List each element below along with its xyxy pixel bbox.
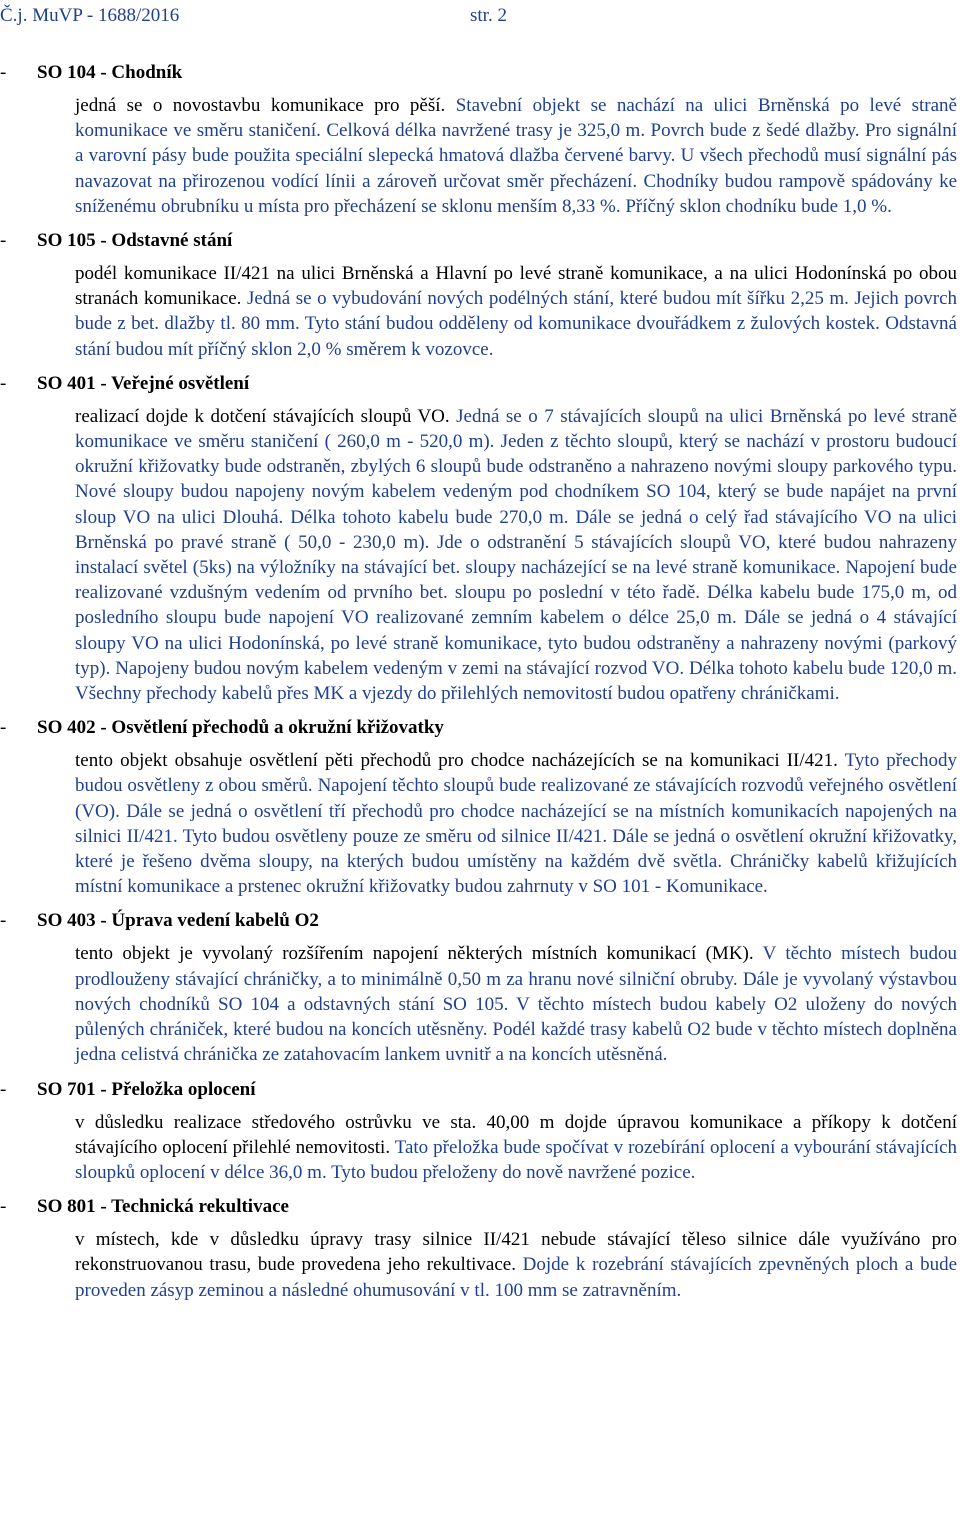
page-number: str. 2 [470, 5, 507, 26]
paragraph-segment: Jedná se o vybudování nových podélných stání, které budou mít šířku 2,25 m. Jejich povrch bude z bet. dlažby tl. 80 mm. [75, 288, 958, 335]
section [0, 1195, 960, 1303]
list-dash: - [0, 1196, 7, 1218]
section [0, 61, 960, 219]
section-paragraph [75, 748, 957, 899]
section [0, 909, 960, 1067]
section-heading [0, 1195, 960, 1219]
section-title: SO 104 - Chodník [37, 62, 183, 83]
paragraph-segment: Jedná se o 7 stávajících sloupů na ulici Brněnská po levé straně komunikace ve směru staničení ( 260,0 m - 520,0 m). Jeden z těchto sloupů, který se nachází v prostoru budoucí okružní křižovatky bude odstraněn, zbylých 6 sloupů bude odstraněno a nahrazeno novými sloupy parkového typu. Nové sloupy budou napojeny novým kabelem vedeným pod chodníkem SO 104, který se bude napájet na první sloup VO na ulici Dlouhá. Délka tohoto kabelu bude 270,0 m. Dále se jedná o celý řad stávajícího VO na ulici Brněnská po pravé straně ( 50,0 - 230,0 m). Jde o odstranění 5 stávajících sloupů VO, které budou nahrazeny instalací světel (5ks) na výložníky na stávající bet. sloupy nacházející se na levé straně komunikace. Napojení bude realizované vzdušným vedením od prvního bet. sloupu po poslední v této řadě. Délka kabelu bude 175,0 m, od posledního sloupu bude napojení VO realizované zemním kabelem o délce 25,0 m. Dále se jedná o 4 stávající sloupy VO na ulici Hodonínská, po levé straně komunikace, tyto budou odstraněny a nahrazeny novými (parkový typ). Napojeny budou novým kabelem vedeným v zemi na stávající rozvod VO. Délka tohoto kabelu bude 120,0 m. Všechny přechody kabelů přes MK a vjezdy do přilehlých nemovitostí budou opatřeny chráničkami. [75, 405, 957, 705]
paragraph-segment: v důsledku realizace středového ostrůvku ve sta. 40,00 m dojde úpravou komunikace a příkopy k dotčení stávajícího oplocení přilehlé nemovitosti. [75, 1111, 957, 1158]
section [0, 372, 960, 706]
section-heading [0, 1078, 960, 1102]
paragraph-segment: podél komunikace II/421 na ulici Brněnská a Hlavní po levé straně komunikace, a na ulici Hodonínská po obou stranách komunikace. [75, 263, 957, 310]
page-header [0, 4, 960, 30]
list-dash: - [0, 62, 7, 83]
section [0, 716, 960, 899]
paragraph-segment: Dojde k rozebrání stávajících zpevněných ploch a bude proveden zásyp zeminou a následné ohumusování v tl. 100 mm se zatravněním. [75, 1254, 957, 1301]
paragraph-segment: Tato přeložka bude spočívat v rozebírání oplocení a vybourání stávajících sloupků oplocení v délce 36,0 m. Tyto budou přeloženy do nově navržené pozice. [75, 1136, 958, 1183]
section-heading [0, 61, 960, 85]
section-title: SO 105 - Odstavné stání [37, 230, 233, 252]
paragraph-segment: V těchto místech budou prodlouženy stávající chráničky, a to minimálně 0,50 m za hranu nové silniční obruby. Dále je vyvolaný výstavbou nových chodníků SO 104 a odstavných stání SO 105. V těchto místech budou kabely O2 uloženy do nových půlených chrániček, které budou na koncích utěsněny. Podél každé trasy kabelů O2 bude v těchto místech doplněna jedna celistvá chránička ze zatahovacím lankem uvnitř a na koncích utěsněná. [75, 943, 957, 1066]
paragraph-segment: Stavební objekt se nachází na ulici Brněnská po levé straně komunikace ve směru staničení. Celková délka navržené trasy je 325,0 m. Povrch bude z šedé dlažby. Pro signální a varovní pásy bude použita speciální slepecká hmatová dlažba červené barvy. U všech přechodů musí signální pás navazovat na přirozenou vodící línii a zároveň určovat směr přecházení. Chodníky budou rampově spádovány ke sníženému obrubníku u místa pro přecházení se sklonu menším 8,33 %. Příčný sklon chodníku bude 1,0 %. [75, 95, 957, 217]
paragraph-segment: realizací dojde k dotčení stávajících sloupů VO. [75, 405, 457, 427]
section-title: SO 701 - Přeložka oplocení [37, 1078, 256, 1100]
list-dash: - [0, 230, 7, 252]
paragraph-segment: Tyto stání budou odděleny od komunikace dvouřádkem z žulových kostek. Odstavná stání budou mít příčný sklon 2,0 % směrem k vozovce. [75, 313, 957, 360]
section [0, 1078, 960, 1186]
section-paragraph [75, 404, 957, 706]
paragraph-segment: Tyto přechody budou osvětleny z obou směrů. Napojení těchto sloupů bude realizované ze stávajících rozvodů veřejného osvětlení (VO). Dále se jedná o osvětlení tří přechodů pro chodce nacházející se na místních komunikacích napojených na silnici II/421. Tyto budou osvětleny pouze ze směru od silnice II/421. Dále se jedná o osvětlení okružní křižovatky, které je řešeno dvěma sloupy, na kterých budou umístěny na každém dvě světla. Chráničky kabelů křižujících místní komunikace a prstenec okružní křižovatky budou zahrnuty v SO 101 - Komunikace. [75, 750, 957, 898]
list-dash: - [0, 910, 7, 932]
section [0, 229, 960, 362]
list-dash: - [0, 1078, 7, 1100]
section-heading [0, 372, 960, 396]
section-paragraph [75, 1110, 957, 1186]
list-dash: - [0, 717, 7, 739]
section-paragraph [75, 261, 957, 362]
section-title: SO 402 - Osvětlení přechodů a okružní křižovatky [37, 717, 444, 739]
paragraph-segment: tento objekt obsahuje osvětlení pěti přechodů pro chodce nacházejících se na komunikaci II/421. [75, 750, 845, 772]
section-title: SO 801 - Technická rekultivace [37, 1196, 289, 1218]
list-dash: - [0, 372, 7, 394]
section-heading [0, 909, 960, 933]
section-paragraph [75, 941, 957, 1067]
document-body [0, 61, 960, 1313]
paragraph-segment: tento objekt je vyvolaný rozšířením napojení některých místních komunikací (MK). [75, 943, 763, 965]
section-title: SO 403 - Úprava vedení kabelů O2 [37, 910, 319, 932]
section-paragraph [75, 93, 957, 219]
paragraph-segment: v místech, kde v důsledku úpravy trasy silnice II/421 nebude stávající těleso silnice dále využíváno pro rekonstruovanou trasu, bude provedena jeho rekultivace. [75, 1229, 957, 1276]
section-title: SO 401 - Veřejné osvětlení [37, 372, 250, 394]
section-heading [0, 229, 960, 253]
section-heading [0, 716, 960, 740]
section-paragraph [75, 1227, 957, 1303]
document-reference: Č.j. MuVP - 1688/2016 [0, 5, 180, 26]
paragraph-segment: jedná se o novostavbu komunikace pro pěší. [75, 95, 456, 116]
